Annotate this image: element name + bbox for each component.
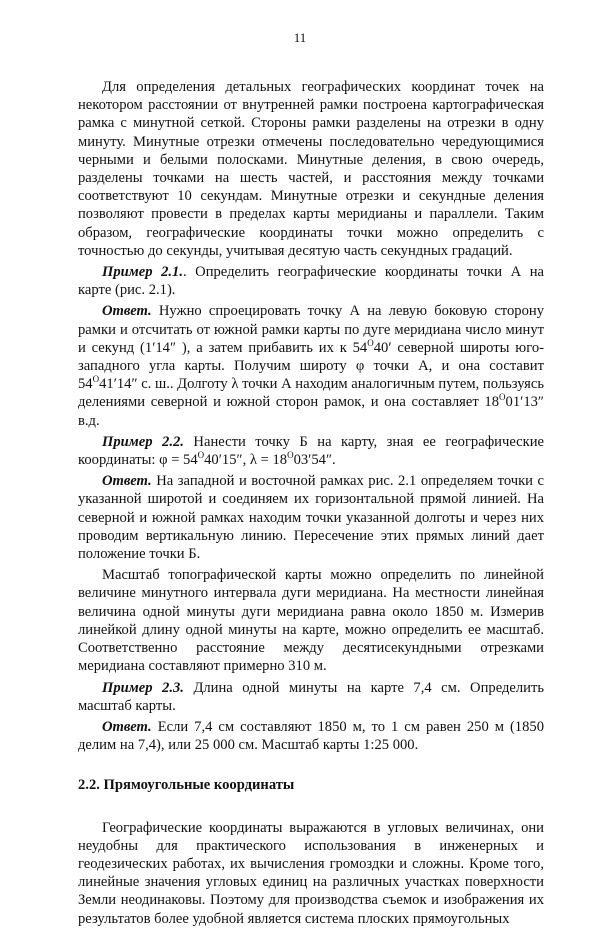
example-label: Пример 2.1. [102, 264, 183, 281]
degree-sup: O [367, 337, 374, 348]
degree-sup: O [92, 374, 100, 385]
page-number: 11 [293, 30, 307, 45]
paragraph-rectangular: Географические координаты выражаются в угловых величинах, они неудобны для практического использования в инженерных и геодезических работах, их вычисления громоздки и сложны. Кроме того, линейные значения угловых единиц на различных участках поверхности Земли неодинаковы. Поэтому для производства съемок и изображения их результатов более удобной является система плоских прямоугольных [78, 819, 544, 927]
example-text: . Определить географические координаты точки А на карте (рис. 2.1). [78, 264, 544, 299]
answer-text-c: 41′14″ с. ш.. Долготу λ точки А находим аналогичным путем, пользуясь делениями северной и южной сторон рамок, и она составляет 18 [78, 376, 544, 411]
answer-text-b: 40′ северной широты юго-западного угла карты. Получим широту φ точки А, и она составит 54 [78, 339, 544, 393]
answer-text: Если 7,4 см составляют 1850 м, то 1 см равен 250 м (1850 делим на 7,4), или 25 000 см. Масштаб карты 1:25 000. [78, 718, 544, 754]
answer-2-3 [78, 718, 544, 754]
answer-text-a: Нужно спроецировать точку А на левую боковую сторону рамки и отсчитать от южной рамки карты по дуге меридиана число минут и секунд (1′14″ ), а затем прибавить их к 54 [78, 303, 544, 356]
example-text-b: 40′15″, λ = 18 [204, 452, 288, 469]
answer-text: На западной и восточной рамках рис. 2.1 определяем точки с указанной широтой и соединяем их горизонтальной прямой линией. На северной и южной рамках находим точки указанной долготы и через них проводим вертикальную линию. Пересечение этих прямых линий дает положение точки Б. [78, 473, 544, 563]
example-label: Пример 2.2. [102, 433, 184, 450]
example-label: Пример 2.3. [102, 679, 184, 696]
example-2-2 [78, 433, 544, 469]
paragraph-scale: Масштаб топографической карты можно определить по линейной величине минутного интервала дуги меридиана. На местности линейная величина одной минуты дуги меридиана равна около 1850 м. Измерив линейкой длину одной минуты на карте, можно определить ее масштаб. Соответственно расстояние между десятисекундными отрезками меридиана составляют примерно 310 м. [78, 567, 544, 675]
answer-text-d: 01′13″ в.д. [78, 394, 544, 429]
degree-sup: O [197, 450, 205, 461]
answer-label: Ответ. [102, 303, 152, 320]
example-text-c: 03′54″. [293, 452, 336, 469]
paragraph-intro: Для определения детальных географических координат точек на некотором расстоянии от внутренней рамки построена картографическая рамка с минутной сеткой. Стороны рамки разделены на отрезки в одну минуту. Минутные отрезки отмечены последовательно чередующимися черными и белыми полосками. Минутные деления, в свою очередь, разделены точками на шесть частей, и расстояния между точками соответствуют 10 секундам. Минутные отрезки и секундные деления позволяют провести в пределах карты меридианы и параллели. Таким образом, географические координаты точки можно определить с точностью до секунды, учитывая десятую часть секундных градаций. [78, 79, 544, 259]
example-2-3 [78, 679, 544, 715]
example-2-1 [78, 263, 544, 299]
example-text: Длина одной минуты на карте 7,4 см. Определить масштаб карты. [78, 679, 545, 714]
answer-label: Ответ. [102, 718, 152, 735]
text-body [78, 78, 544, 928]
example-text-a: Нанести точку Б на карту, зная ее географические координаты: φ = 54 [78, 433, 545, 469]
degree-sup: O [499, 392, 506, 403]
answer-label: Ответ. [102, 473, 152, 490]
degree-sup: O [287, 450, 294, 461]
answer-2-1 [78, 302, 544, 429]
section-title: 2.2. Прямоугольные координаты [78, 777, 295, 794]
answer-2-2 [78, 472, 544, 563]
